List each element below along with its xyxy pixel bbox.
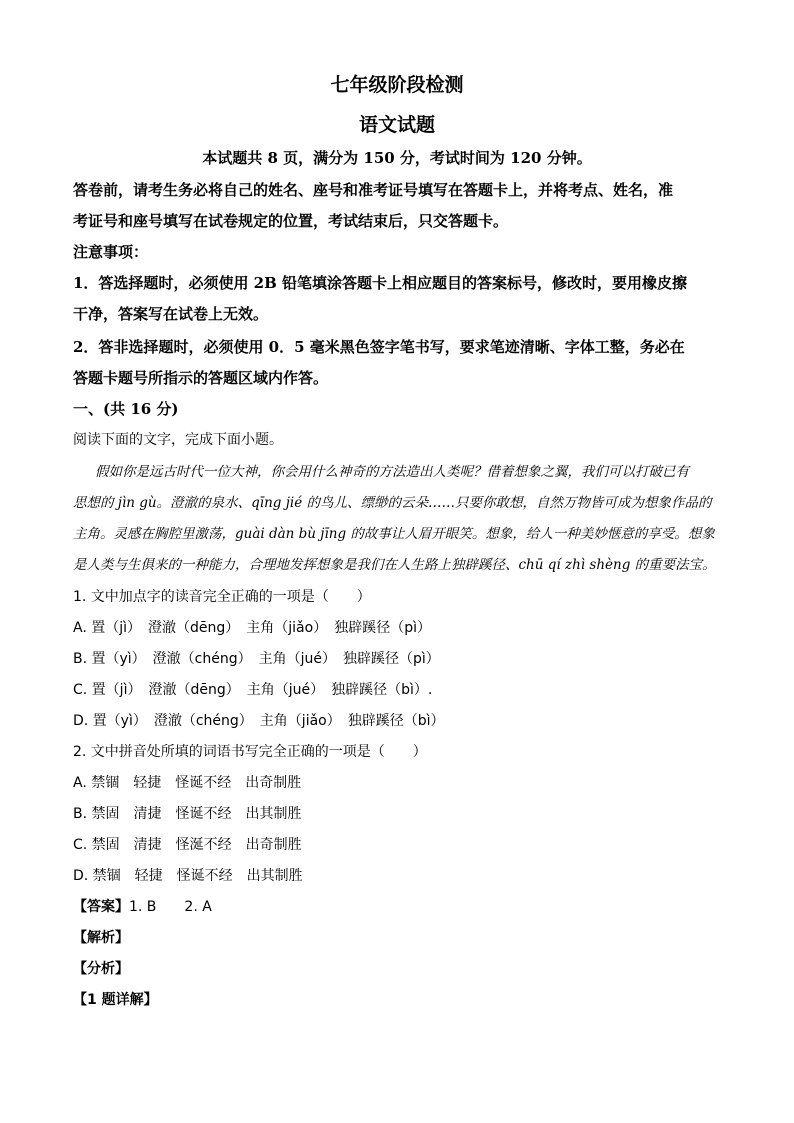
question-1-stem: 1. 文中加点字的读音完全正确的一项是（ ） [73,589,371,605]
question-1-option-c: C. 置（jì） 澄澈（dēng） 主角（jué） 独辟蹊径（bì）. [73,682,433,698]
question-1-option-b: B. 置（yì） 澄澈（chéng） 主角（jué） 独辟蹊径（pì） [73,651,440,667]
fenxi-tag: 【分析】 [73,961,129,977]
answer-value: 1. B 2. A [129,899,212,915]
read-instruction: 阅读下面的文字，完成下面小题。 [73,432,283,448]
notes-heading: 注意事项： [73,243,149,261]
answer-tag: 【答案】 [73,899,129,915]
passage-line-2: 思想的 jìn gù。澄澈的泉水、qīng jié 的鸟儿、缥缈的云朵……只要你敢想，自然万物皆可成为想象作品的 [73,495,712,511]
exam-info: 本试题共 8 页，满分为 150 分，考试时间为 120 分钟。 [202,149,592,167]
note-1-line-2: 干净，答案写在试卷上无效。 [73,305,269,323]
passage-line-4: 是人类与生俱来的一种能力，合理地发挥想象是我们在人生路上独辟蹊径、chū qí zhì shèng 的重要法宝。 [73,557,716,573]
note-1-line-1: 1．答选择题时，必须使用 2B 铅笔填涂答题卡上相应题目的答案标号，修改时，要用橡皮擦 [73,274,688,292]
question-2-option-b: B. 禁固 清捷 怪诞不经 出其制胜 [73,806,302,822]
analysis-tag: 【解析】 [73,930,129,946]
exam-subtitle: 语文试题 [358,114,435,136]
detail-tag: 【1 题详解】 [73,992,158,1008]
passage-line-3: 主角。灵感在胸腔里激荡，guài dàn bù jīng 的故事让人眉开眼笑。想象，给人一种美妙惬意的享受。想象 [73,526,715,542]
note-2-line-1: 2．答非选择题时，必须使用 0．5 毫米黑色签字笔书写，要求笔迹清晰、字体工整，务必在 [73,338,685,356]
answer-row [73,900,212,914]
intro-line-2: 考证号和座号填写在试卷规定的位置，考试结束后，只交答题卡。 [73,212,509,230]
question-1-option-a: A. 置（jì） 澄澈（dēng） 主角（jiǎo） 独辟蹊径（pì） [73,620,431,636]
intro-line-1: 答卷前，请考生务必将自己的姓名、座号和准考证号填写在答题卡上，并将考点、姓名，准 [73,181,674,199]
passage-line-1: 假如你是远古时代一位大神，你会用什么神奇的方法造出人类呢？借着想象之翼，我们可以打破已有 [95,464,689,480]
question-2-option-c: C. 禁固 清捷 怪涎不经 出奇制胜 [73,837,302,853]
section-heading: 一、(共 16 分) [73,400,179,418]
exam-title: 七年级阶段检测 [330,74,464,96]
question-2-stem: 2. 文中拼音处所填的词语书写完全正确的一项是（ ） [73,744,427,760]
note-2-line-2: 答题卡题号所指示的答题区域内作答。 [73,369,329,387]
question-1-option-d: D. 置（yì） 澄澈（chéng） 主角（jiǎo） 独辟蹊径（bì） [73,713,445,729]
question-2-option-d: D. 禁锢 轻捷 怪诞不经 出其制胜 [73,868,303,884]
question-2-option-a: A. 禁锢 轻捷 怪诞不经 出奇制胜 [73,775,302,791]
